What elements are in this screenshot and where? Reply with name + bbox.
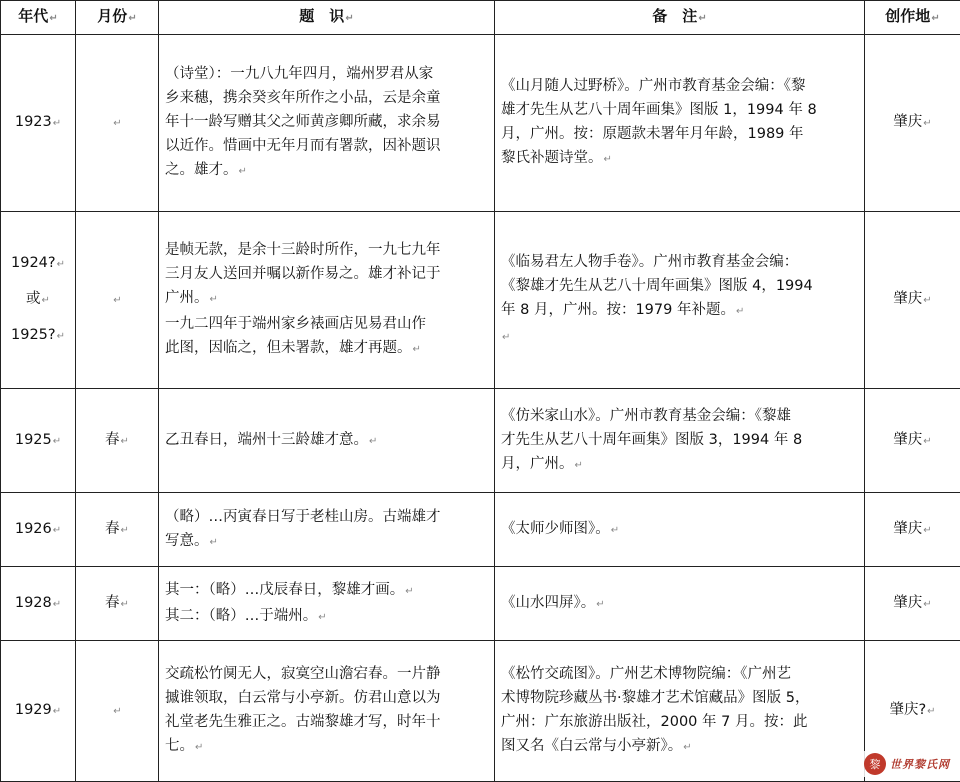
notes-cell: 《松竹交疏图》。广州艺术博物院编：《广州艺 术博物院珍藏丛书·黎雄才艺术馆藏品》图版 5， 广州：广东旅游出版社，2000 年 7 月。按：此 图又名《白云常与小亭新》。↵ xyxy=(495,641,865,782)
header-row xyxy=(1,1,960,35)
place-cell: 肇庆↵ xyxy=(865,389,960,493)
month-cell: 春↵ xyxy=(76,389,159,493)
place-cell: 肇庆?↵ xyxy=(865,641,960,782)
header-year: 年代↵ xyxy=(1,1,76,35)
table-row xyxy=(1,641,960,782)
notes-cell: 《山水四屏》。↵ xyxy=(495,567,865,641)
inscription-cell: 乙丑春日，端州十三龄雄才意。↵ xyxy=(159,389,495,493)
watermark-text: 世界黎氏网 xyxy=(890,756,950,772)
month-cell: ↵ xyxy=(76,35,159,212)
year-cell: 1928↵ xyxy=(1,567,76,641)
notes-cell: 《山月随人过野桥》。广州市教育基金会编：《黎 雄才先生从艺八十周年画集》图版 1，1994 年 8 月，广州。按：原题款未署年月年龄，1989 年 黎氏补题诗堂。↵ xyxy=(495,35,865,212)
year-cell: 1924?↵ 或↵ 1925?↵ xyxy=(1,212,76,389)
place-cell: 肇庆↵ xyxy=(865,493,960,567)
table-row xyxy=(1,493,960,567)
header-notes: 备 注↵ xyxy=(495,1,865,35)
place-cell: 肇庆↵ xyxy=(865,212,960,389)
inscription-cell: （诗堂）：一九八九年四月，端州罗君从家 乡来穗，携余癸亥年所作之小品，云是余童 年十一龄写赠其父之师黄彦卿所藏，求余易 以近作。惜画中无年月而有署款，因补题识 之。雄才。↵ xyxy=(159,35,495,212)
year-cell: 1929↵ xyxy=(1,641,76,782)
notes-cell: 《仿米家山水》。广州市教育基金会编：《黎雄 才先生从艺八十周年画集》图版 3，1994 年 8 月，广州。↵ xyxy=(495,389,865,493)
year-cell: 1923↵ xyxy=(1,35,76,212)
month-cell: 春↵ xyxy=(76,493,159,567)
inscription-cell: 是帧无款，是余十三龄时所作，一九七九年 三月友人送回并嘱以新作易之。雄才补记于 广州。↵ 一九二四年于端州家乡裱画店见易君山作 此图，因临之，但未署款，雄才再题。↵ xyxy=(159,212,495,389)
month-cell: ↵ xyxy=(76,212,159,389)
inscription-cell: （略）…丙寅春日写于老桂山房。古端雄才 写意。↵ xyxy=(159,493,495,567)
table-row xyxy=(1,567,960,641)
table-row xyxy=(1,35,960,212)
place-cell: 肇庆↵ xyxy=(865,567,960,641)
month-cell: 春↵ xyxy=(76,567,159,641)
header-inscription: 题 识↵ xyxy=(159,1,495,35)
header-place: 创作地↵ xyxy=(865,1,960,35)
table-row xyxy=(1,212,960,389)
year-cell: 1925↵ xyxy=(1,389,76,493)
notes-cell: 《太师少师图》。↵ xyxy=(495,493,865,567)
notes-cell: 《临易君左人物手卷》。广州市教育基金会编： 《黎雄才先生从艺八十周年画集》图版 4，1994 年 8 月，广州。按：1979 年补题。↵ ↵ xyxy=(495,212,865,389)
place-cell: 肇庆↵ xyxy=(865,35,960,212)
month-cell: ↵ xyxy=(76,641,159,782)
seal-icon: 黎 xyxy=(864,753,886,775)
year-cell: 1926↵ xyxy=(1,493,76,567)
table-row xyxy=(1,389,960,493)
inscription-cell: 交疏松竹阒无人，寂寞空山澹宕春。一片静 摵谁领取，白云常与小亭新。仿君山意以为 礼堂老先生雅正之。古端黎雄才写，时年十 七。↵ xyxy=(159,641,495,782)
watermark-logo xyxy=(860,751,954,777)
header-month: 月份↵ xyxy=(76,1,159,35)
inscription-cell: 其一：（略）…戊辰春日，黎雄才画。↵ 其二：（略）…于端州。↵ xyxy=(159,567,495,641)
